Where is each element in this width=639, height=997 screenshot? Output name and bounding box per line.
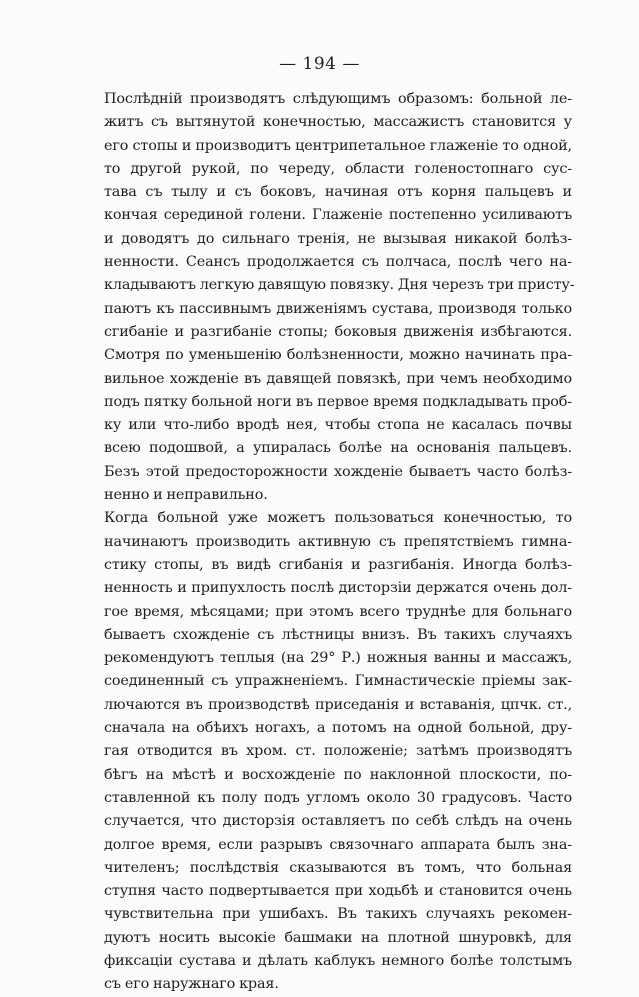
text-line: ку или что-либо вродѣ нея, чтобы стопа не касалась почвы bbox=[104, 417, 572, 434]
text-line: гое время, мѣсяцами; при этомъ всего труднѣе для больнаго bbox=[104, 603, 572, 620]
text-line: его стопы и производитъ центрипетальное глаженіе то одной, bbox=[104, 137, 572, 154]
text-line: ненность и припухлость послѣ дисторзіи держатся очень дол- bbox=[104, 580, 572, 597]
page-number-header: — 194 — bbox=[279, 54, 360, 74]
text-line: Послѣдній производятъ слѣдующимъ образомъ: больной ле- bbox=[104, 91, 572, 107]
text-line: то другой рукой, по череду, области голеностопнаго сус- bbox=[104, 160, 572, 177]
text-line: кончая серединой голени. Глаженіе постепенно усиливаютъ bbox=[104, 207, 572, 224]
text-line: тава съ тылу и съ боковъ, начиная отъ корня пальцевъ и bbox=[104, 184, 572, 201]
text-line: стику стопы, въ видѣ сгибанія и разгибанія. Иногда болѣз- bbox=[104, 556, 572, 573]
text-line: Когда больной уже можетъ пользоваться конечностью, то bbox=[104, 510, 572, 527]
text-line: гая отводится въ хром. ст. положеніе; затѣмъ производятъ bbox=[104, 743, 572, 760]
text-line: ступня часто подвертывается при ходьбѣ и становится очень bbox=[104, 883, 572, 900]
text-line: Смотря по уменьшенію болѣзненности, можно начинать пра- bbox=[104, 347, 572, 364]
text-line: лючаются въ производствѣ приседанія и вставанія, цпчк. ст., bbox=[104, 696, 572, 713]
text-line: ненности. Сеансъ продолжается съ полчаса, послѣ чего на- bbox=[104, 254, 572, 271]
text-line: бываетъ схожденіе съ лѣстницы внизъ. Въ такихъ случаяхъ bbox=[104, 626, 572, 643]
text-line: начинаютъ производить активную съ препятствіемъ гимна- bbox=[104, 533, 572, 550]
text-line: долгое время, если разрывъ связочнаго аппарата былъ зна- bbox=[104, 836, 572, 853]
text-line: соединенный съ упражненіемъ. Гимнастическіе пріемы зак- bbox=[104, 673, 572, 690]
text-line: дуютъ носить высокіе башмаки на плотной шнуровкѣ, для bbox=[104, 929, 572, 946]
text-line: бѣгъ на мѣстѣ и восхожденіе по наклонной плоскости, по- bbox=[104, 766, 572, 783]
text-line: сначала на обѣихъ ногахъ, а потомъ на одной больной, дру- bbox=[104, 720, 572, 737]
text-line: паютъ къ пассивнымъ движеніямъ сустава, производя только bbox=[104, 300, 572, 317]
text-line: всею подошвой, а упиралась болѣе на основанія пальцевъ. bbox=[104, 440, 572, 457]
text-line: фиксаціи сустава и дѣлать каблукъ немного болѣе толстымъ bbox=[104, 952, 572, 969]
text-line: Безъ этой предосторожности хожденіе бываетъ часто болѣз- bbox=[104, 463, 572, 480]
text-line: чувствительна при ушибахъ. Въ такихъ случаяхъ рекомен- bbox=[104, 906, 572, 923]
text-line: рекомендуютъ теплыя (на 29° Р.) ножныя ванны и массажъ, bbox=[104, 650, 572, 667]
text-line: съ его наружнаго края. bbox=[104, 976, 279, 993]
text-line: житъ съ вытянутой конечностью, массажистъ становится у bbox=[104, 114, 572, 131]
text-line: ненно и неправильно. bbox=[104, 487, 268, 504]
paragraph bbox=[104, 88, 575, 507]
text-line: чителенъ; послѣдствія сказываются въ томъ, что больная bbox=[104, 859, 572, 876]
text-line: ставленной къ полу подъ угломъ около 30 градусовъ. Часто bbox=[104, 789, 572, 806]
text-line: случается, что дисторзія оставляетъ по себѣ слѣдъ на очень bbox=[104, 813, 572, 830]
text-line: вильное хожденіе въ давящей повязкѣ, при чемъ необходимо bbox=[104, 370, 572, 387]
paragraph bbox=[104, 507, 572, 996]
text-line: и доводятъ до сильнаго тренія, не вызывая никакой болѣз- bbox=[104, 230, 572, 247]
text-line: сгибаніе и разгибаніе стопы; боковыя движенія избѣгаются. bbox=[104, 323, 572, 340]
text-line: подъ пятку больной ноги въ первое время подкладывать проб- bbox=[104, 393, 572, 410]
page-body-text bbox=[104, 88, 575, 997]
text-line: кладываютъ легкую давящую повязку. Дня черезъ три присту- bbox=[104, 277, 575, 294]
